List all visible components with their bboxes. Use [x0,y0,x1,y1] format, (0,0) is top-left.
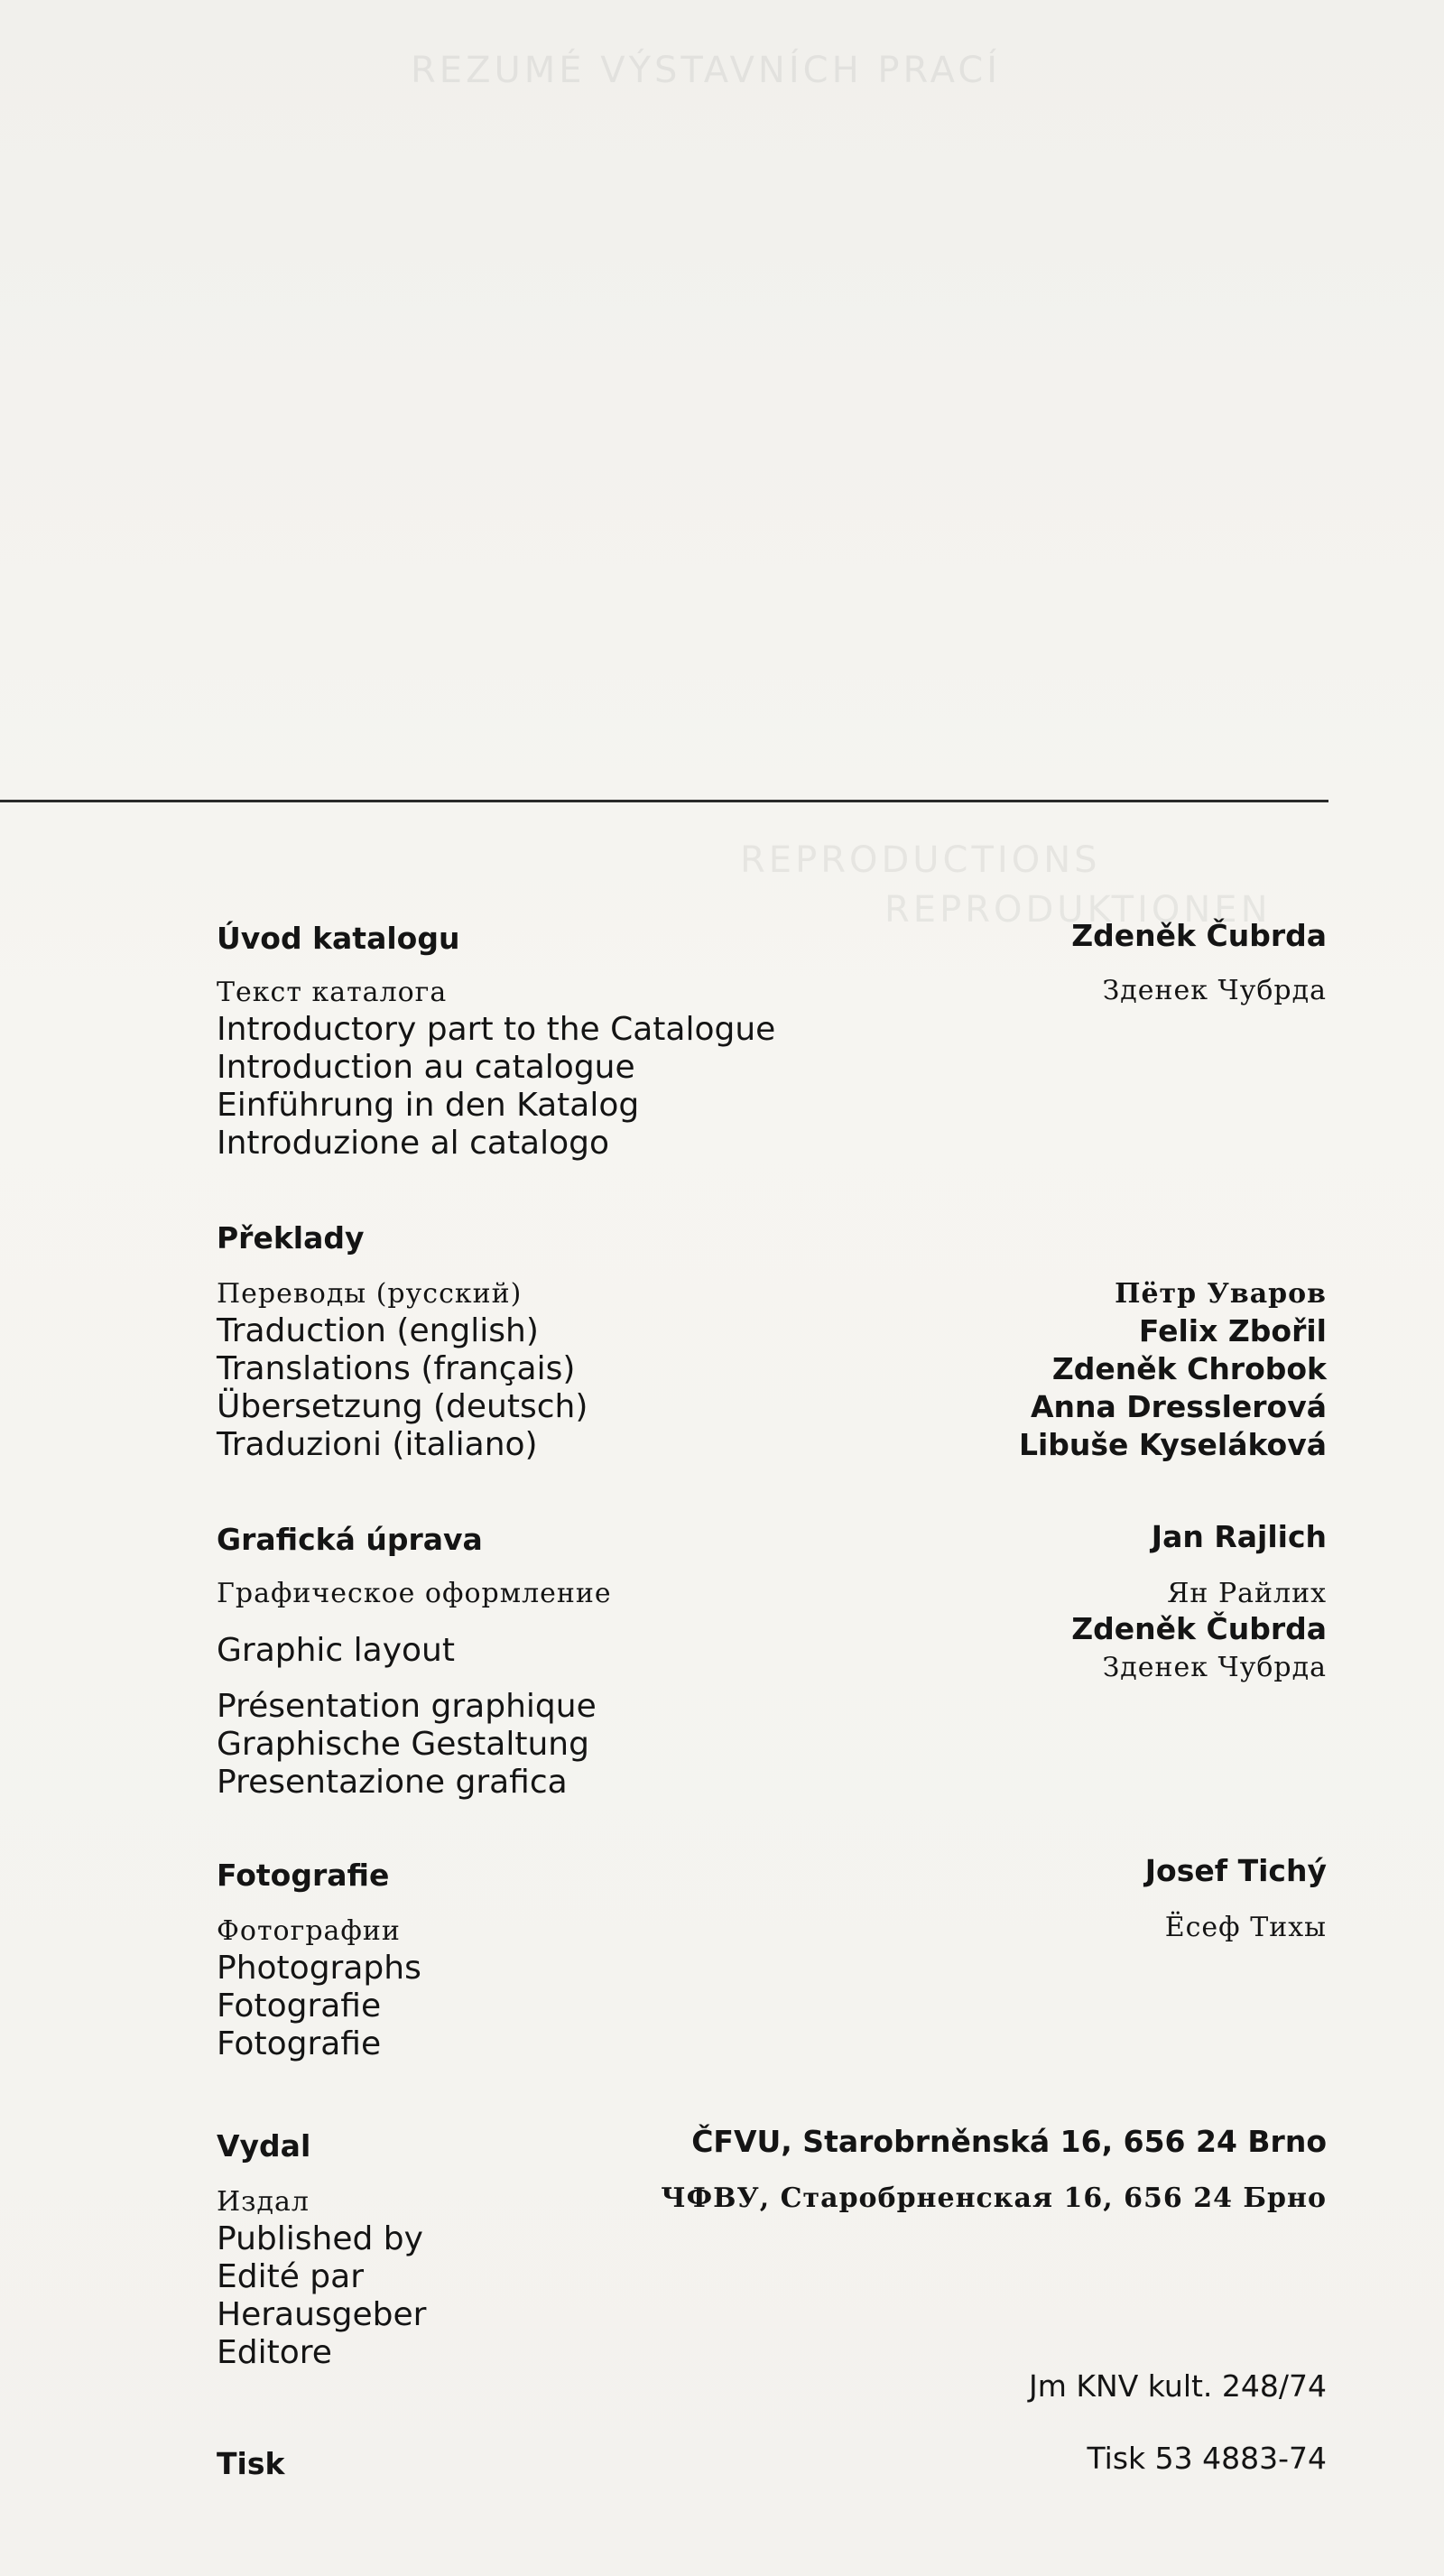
section-heading-uvod: Úvod katalogu [217,921,460,956]
preklady-line: Traduzioni (italiano) [217,1426,538,1463]
bleed-through-text: REZUMÉ VÝSTAVNÍCH PRACÍ [411,50,1002,91]
designer-name: Зденек Чубрда [1102,1652,1327,1683]
translator-name: Anna Dresslerová [1030,1389,1327,1424]
preklady-line: Traduction (english) [217,1312,539,1349]
preklady-line: Переводы (русский) [217,1278,523,1310]
photographer-name: Ёсеф Тихы [1164,1912,1327,1943]
print-permit: Jm KNV kult. 248/74 [1029,2368,1327,2404]
fotografie-line: Fotografie [217,2025,382,2062]
graficka-line: Présentation graphique [217,1688,597,1725]
translator-name: Пётр Уваров [1115,1278,1327,1310]
graficka-line: Graphic layout [217,1632,455,1669]
translator-name: Libuše Kyseláková [1018,1427,1327,1462]
section-heading-fotografie: Fotografie [217,1858,390,1893]
uvod-line-it: Introduzione al catalogo [217,1125,610,1162]
uvod-line-de: Einführung in den Katalog [217,1087,640,1124]
photographer-name: Josef Tichý [1144,1853,1327,1888]
section-heading-graficka: Grafická úprava [217,1522,483,1557]
preklady-line: Translations (français) [217,1350,576,1387]
fotografie-line: Fotografie [217,1988,382,2025]
graficka-line: Графическое оформление [217,1578,612,1609]
print-number: Tisk 53 4883-74 [1087,2441,1327,2476]
vydal-line: Editore [217,2334,332,2371]
fotografie-line: Photographs [217,1950,421,1987]
publisher-address: ČFVU, Starobrněnská 16, 656 24 Brno [691,2124,1327,2159]
designer-name: Jan Rajlich [1151,1519,1327,1554]
bleed-through-text: REPRODUKTIONEN [884,889,1272,931]
designer-name: Zdeněk Čubrda [1071,1611,1327,1646]
section-heading-vydal: Vydal [217,2128,311,2164]
uvod-line-ru: Текст каталога [217,977,448,1008]
designer-name: Ян Райлих [1167,1578,1327,1609]
vydal-line: Herausgeber [217,2296,427,2333]
vydal-line: Edité par [217,2258,365,2295]
vydal-line: Издал [217,2186,310,2218]
bleed-through-text: REPRODUCTIONS [740,839,1101,881]
author-name-ru: Зденек Чубрда [1102,975,1327,1006]
graficka-line: Graphische Gestaltung [217,1726,589,1763]
section-heading-tisk: Tisk [217,2446,285,2481]
graficka-line: Presentazione grafica [217,1764,568,1801]
horizontal-rule [0,800,1328,802]
translator-name: Felix Zbořil [1138,1313,1327,1348]
section-heading-preklady: Překlady [217,1220,365,1256]
author-name: Zdeněk Čubrda [1071,918,1327,953]
publisher-address-ru: ЧФВУ, Старобрненская 16, 656 24 Брно [661,2182,1327,2214]
fotografie-line: Фотографии [217,1915,401,1947]
uvod-line-fr: Introduction au catalogue [217,1049,635,1086]
translator-name: Zdeněk Chrobok [1051,1351,1327,1386]
preklady-line: Übersetzung (deutsch) [217,1388,588,1425]
vydal-line: Published by [217,2220,423,2257]
uvod-line-en: Introductory part to the Catalogue [217,1011,776,1048]
